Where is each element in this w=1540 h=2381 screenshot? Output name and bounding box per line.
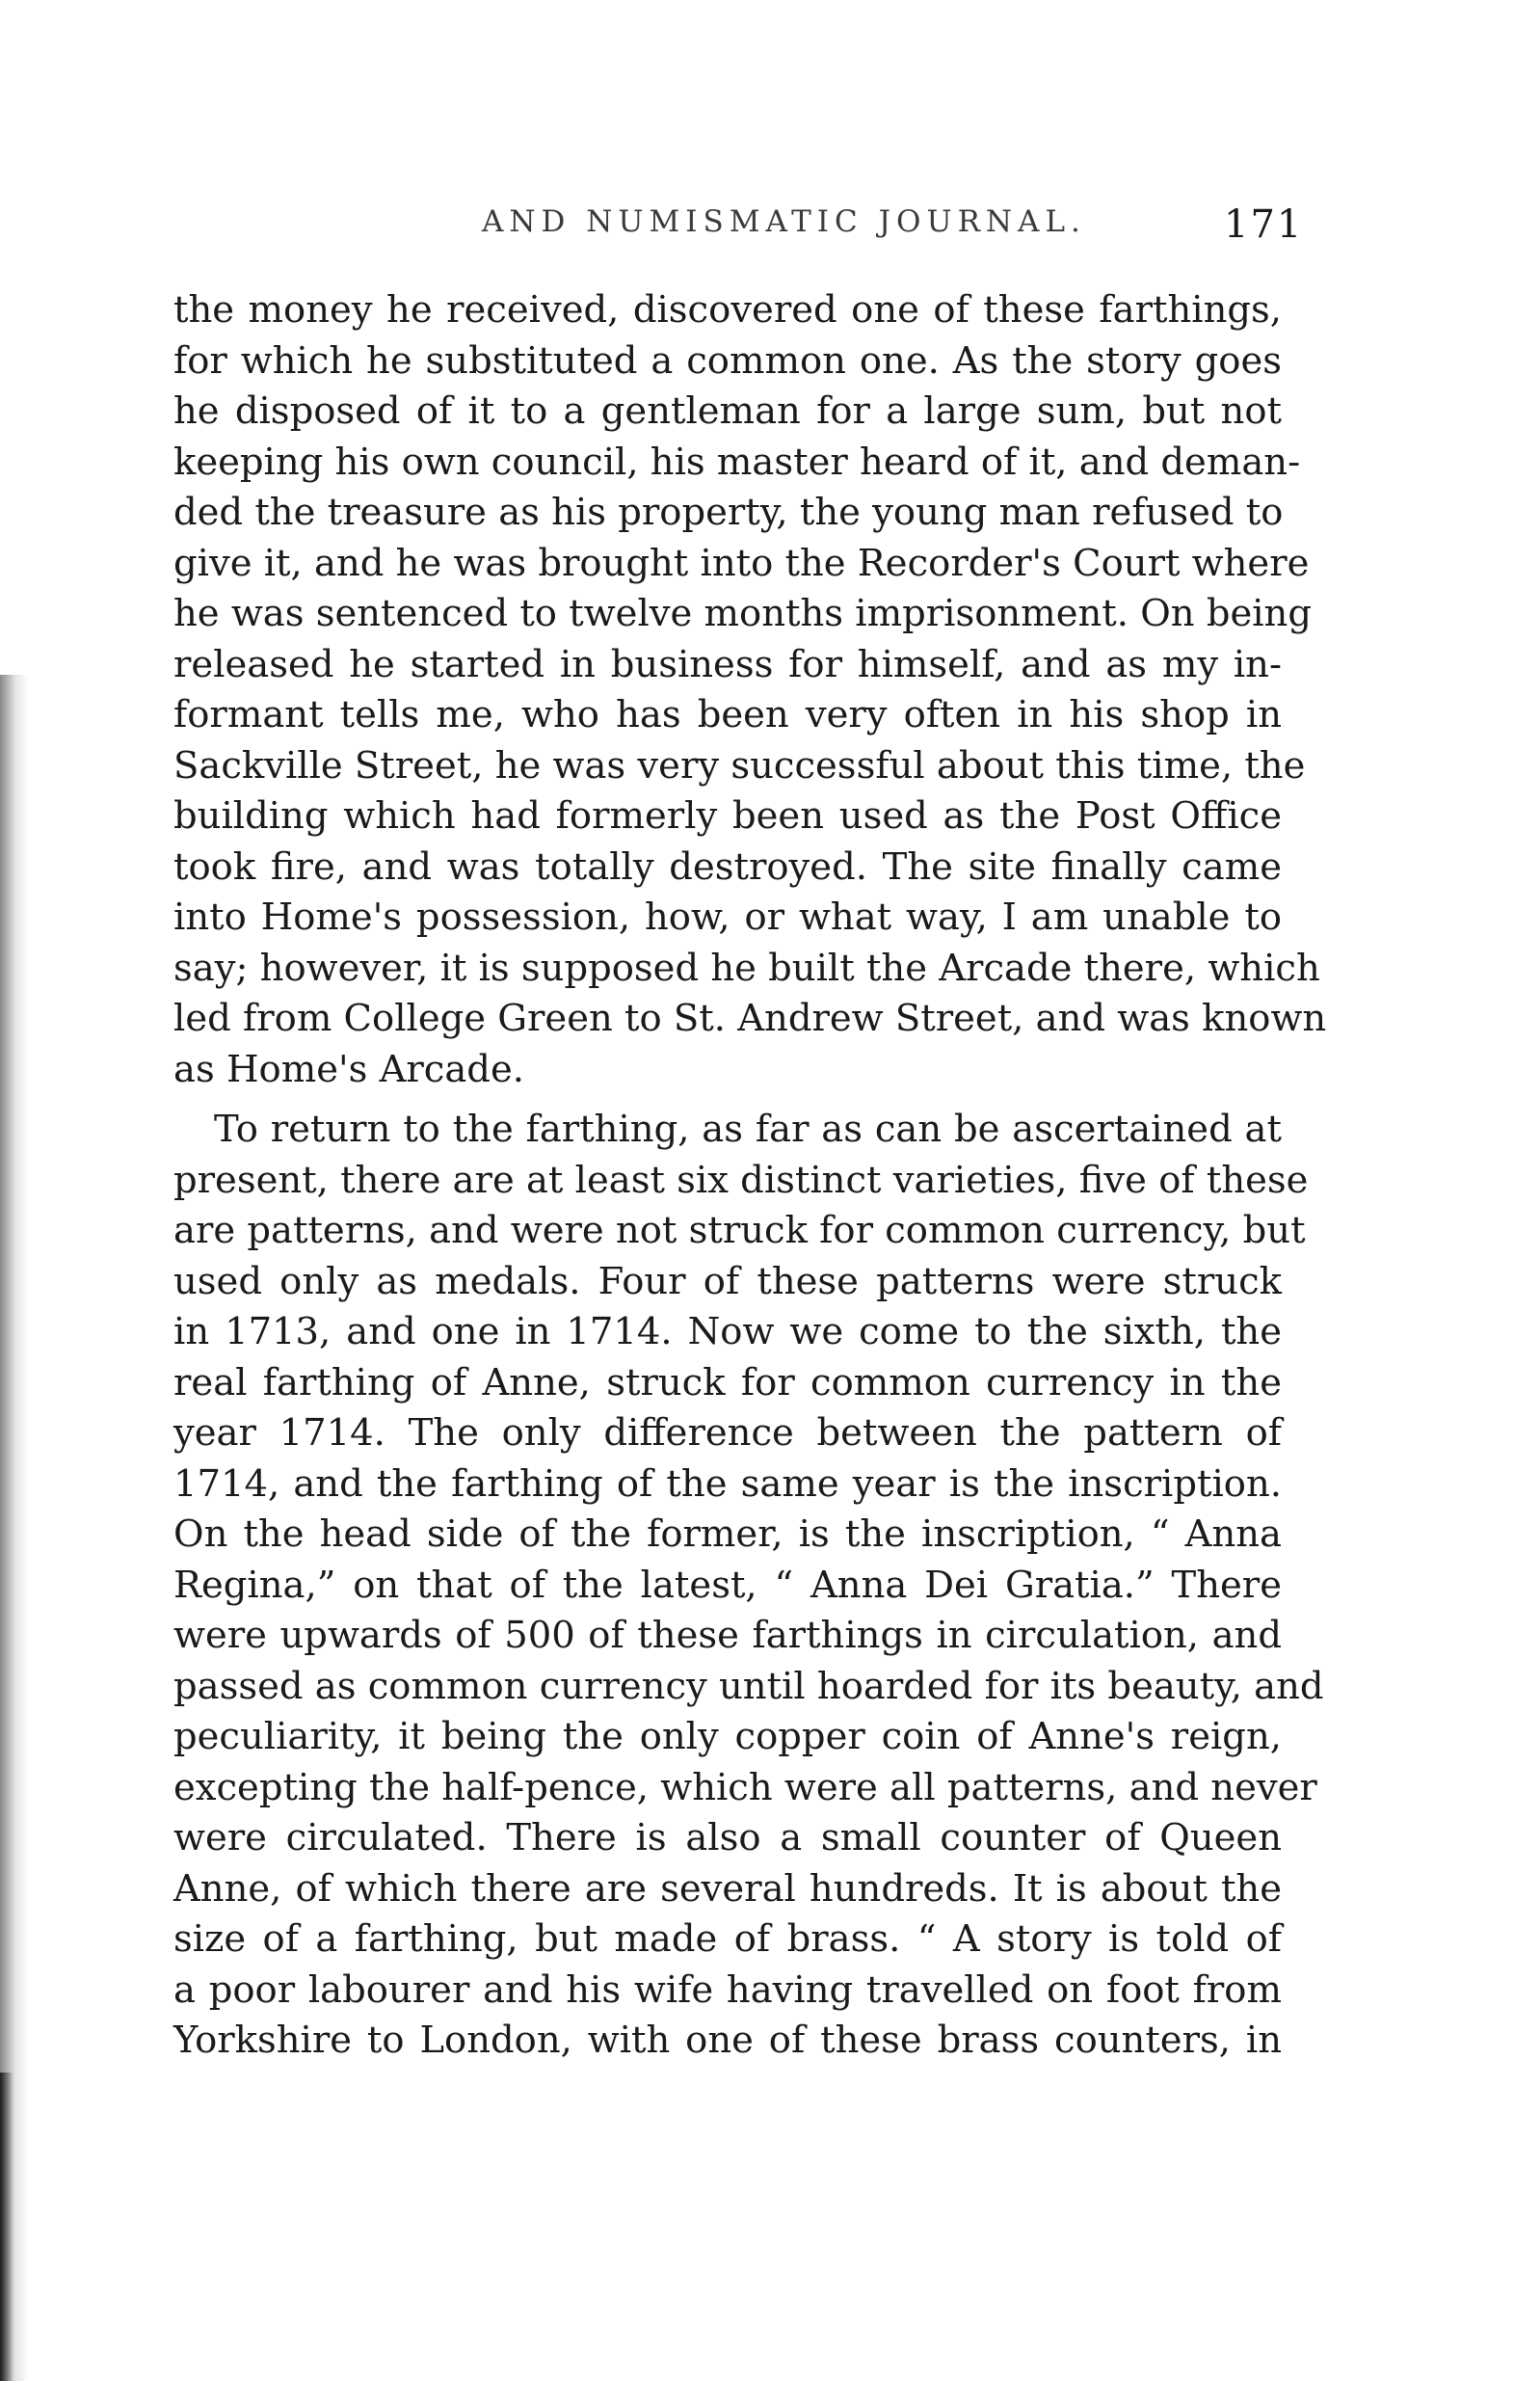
text-line: present, there are at least six distinct varieties, five of these <box>173 1158 1309 1202</box>
page-number: 171 <box>1224 202 1304 247</box>
text-line: for which he substituted a common one. As the story goes <box>173 338 1282 383</box>
text-line: Sackville Street, he was very successful about this time, the <box>173 743 1306 788</box>
paragraph-1 <box>173 285 1327 1095</box>
text-line: were circulated. There is also a small counter of Queen <box>173 1816 1282 1859</box>
text-line: excepting the half-pence, which were all patterns, and never <box>173 1765 1317 1809</box>
text-line: a poor labourer and his wife having travelled on foot from <box>173 1967 1282 2012</box>
text-line: keeping his own council, his master heard of it, and deman- <box>173 440 1301 484</box>
text-line: the money he received, discovered one of these farthings, <box>173 288 1282 332</box>
text-line: he was sentenced to twelve months imprisonment. On being <box>173 592 1312 635</box>
text-line: Anne, of which there are several hundreds. It is about the <box>173 1866 1282 1911</box>
page-edge-binding <box>0 2073 13 2381</box>
text-line: into Home's possession, how, or what way, I am unable to <box>173 896 1282 939</box>
text-line: ded the treasure as his property, the young man refused to <box>173 491 1284 534</box>
text-line: led from College Green to St. Andrew Street, and was known <box>173 997 1327 1040</box>
text-line: year 1714. The only difference between the pattern of <box>173 1411 1282 1455</box>
text-line: size of a farthing, but made of brass. “ A story is told of <box>173 1917 1282 1961</box>
text-line: Regina,” on that of the latest, “ Anna Dei Gratia.” There <box>173 1563 1282 1607</box>
text-line: released he started in business for himself, and as my in- <box>173 642 1282 686</box>
text-line: real farthing of Anne, struck for common currency in the <box>173 1360 1282 1405</box>
text-line: building which had formerly been used as the Post Office <box>173 794 1282 838</box>
text-line: Yorkshire to London, with one of these brass counters, in <box>173 2019 1282 2062</box>
body-text <box>173 285 1327 2067</box>
text-line: in 1713, and one in 1714. Now we come to the sixth, the <box>173 1310 1282 1353</box>
text-line: used only as medals. Four of these patterns were struck <box>173 1259 1282 1303</box>
text-line: 1714, and the farthing of the same year is the inscription. <box>173 1461 1282 1506</box>
text-line: give it, and he was brought into the Recorder's Court where <box>173 541 1310 585</box>
text-line: are patterns, and were not struck for common currency, but <box>173 1209 1306 1252</box>
text-line: he disposed of it to a gentleman for a large sum, but not <box>173 389 1282 433</box>
text-line: To return to the farthing, as far as can be ascertained at <box>214 1108 1282 1151</box>
running-title: AND NUMISMATIC JOURNAL. <box>482 204 1086 239</box>
paragraph-2 <box>173 1105 1324 2067</box>
text-line: as Home's Arcade. <box>173 1047 524 1091</box>
text-line: took fire, and was totally destroyed. The site finally came <box>173 844 1282 889</box>
paragraph-gap <box>173 1095 1282 1105</box>
running-header <box>366 204 1330 262</box>
text-line: say; however, it is supposed he built the Arcade there, which <box>173 946 1320 990</box>
text-line: peculiarity, it being the only copper coin of Anne's reign, <box>173 1715 1282 1758</box>
text-line: On the head side of the former, is the inscription, “ Anna <box>173 1512 1282 1556</box>
text-line: formant tells me, who has been very often in his shop in <box>173 693 1282 736</box>
text-line: were upwards of 500 of these farthings in circulation, and <box>173 1614 1282 1657</box>
text-line: passed as common currency until hoarded for its beauty, and <box>173 1664 1324 1708</box>
